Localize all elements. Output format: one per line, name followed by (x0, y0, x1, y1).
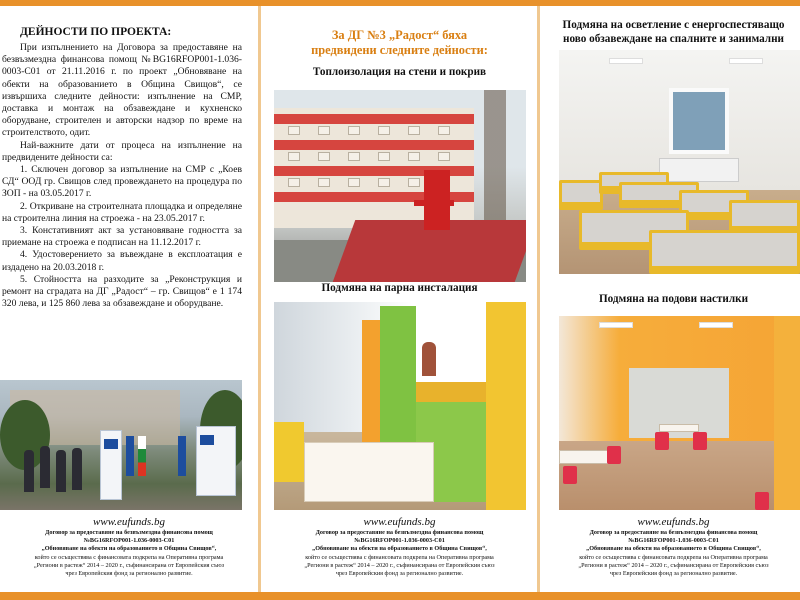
caption-heating: Подмяна на парна инсталация (321, 282, 478, 294)
balcony-stripe (274, 140, 474, 150)
footer-line: чрез Европейския фонд за регионално развитие. (335, 570, 464, 578)
eufunds-link[interactable]: www.eufunds.bg (93, 516, 165, 528)
footer-line: „Региони в растеж“ 2014 – 2020 г., съфинансирана от Европейския съюз (578, 561, 769, 569)
chair-red (693, 432, 707, 450)
paragraph-contract: При изпълнението на Договора за предоставяне на безвъзмездна финансова помощ №BG16RFOP001-1.036-0003-C01 от 21.11.2016 г. по проект „Обновяване на обекти на образованието в Община Свищов“, се извършиха следните дейности: изпълнение на СМР, доставка и монтаж на обзавеждане и кухненско оборудване, строителен и авторски надзор по време на строителството, одит. (2, 42, 242, 139)
footer-line: №BG16RFOP001-1.036-0003-C01 (354, 537, 445, 545)
footer-line: „Обновяване на обекти на образованието в Община Свищов“, (586, 545, 761, 553)
ceiling-light (699, 322, 733, 328)
photo-playroom-cabinets (274, 302, 526, 510)
footer-col2 (262, 516, 537, 578)
window (348, 126, 360, 135)
fold-divider-right (537, 6, 540, 592)
photo-play-equipment (414, 200, 454, 206)
footer-col3 (547, 516, 800, 578)
window (288, 152, 300, 161)
panel-kindergarten-activities (262, 6, 537, 592)
window (438, 152, 450, 161)
photo-bg-flag (138, 436, 146, 476)
chair-red (607, 446, 621, 464)
window (318, 126, 330, 135)
footer-line: чрез Европейския фонд за регионално развитие. (65, 570, 193, 578)
footer-line: който се осъществява с финансовата подкрепа на Оперативна програма (34, 553, 224, 561)
window (408, 178, 420, 187)
cabinet-orange (362, 320, 380, 460)
activities-text (2, 42, 242, 310)
photo-bedroom-beds (559, 50, 800, 274)
panel-lighting-floors (541, 6, 800, 592)
caption-insulation: Топлоизолация на стени и покрив (312, 66, 487, 78)
bed-yellow (559, 180, 603, 210)
window (408, 152, 420, 161)
bed-yellow (729, 200, 800, 234)
photo-person (24, 450, 34, 492)
bottom-accent-bar (0, 592, 800, 600)
photo-program-banner (196, 426, 236, 496)
heading-line: предвидени следните дейности: (311, 43, 488, 57)
chair-yellow (274, 422, 304, 482)
fold-divider-left (258, 6, 261, 592)
shelf-unit (416, 382, 486, 402)
photo-eu-flag (126, 436, 134, 476)
toy-nutcracker (422, 342, 436, 376)
paragraph-step-5: 5. Стойността на разходите за „Реконструкция и ремонт на сградата на ДГ „Радост“ – гр. Свищов“ е 1 174 320 лева, и 125 860 лева за обзавеждане и оборудване. (2, 273, 242, 310)
eufunds-link[interactable]: www.eufunds.bg (637, 516, 710, 528)
ceiling-light (729, 58, 763, 64)
chair-red (755, 492, 769, 510)
window (288, 178, 300, 187)
photo-person (72, 448, 82, 490)
activities-title: ДЕЙНОСТИ ПО ПРОЕКТА: (20, 26, 172, 38)
photo-person (40, 446, 50, 488)
ceiling-light (609, 58, 643, 64)
paragraph-dates-intro: Най-важните дати от процеса на изпълнение на предвидените дейности са: (2, 139, 242, 163)
window (318, 152, 330, 161)
footer-line: „Региони в растеж“ 2014 – 2020 г., съфинансирана от Европейския съюз (304, 561, 495, 569)
bed-yellow (649, 230, 800, 274)
photo-playroom-floor (559, 316, 800, 510)
footer-line: „Региони в растеж“ 2014 – 2020 г., съфинансирана от Европейския съюз (33, 561, 225, 569)
window (438, 126, 450, 135)
footer-line: Договор за предоставяне на безвъзмездна финансова помощ (315, 529, 484, 536)
footer-line: Договор за предоставяне на безвъзмездна финансова помощ (589, 529, 758, 536)
paragraph-step-2: 2. Откриване на строителната площадка и определяне на строителна линия на строежа - на 23.05.2017 г. (2, 200, 242, 224)
caption-floors: Подмяна на подови настилки (598, 293, 749, 305)
paragraph-step-4: 4. Удостоверението за въвеждане в експлоатация е издадено на 20.03.2018 г. (2, 249, 242, 273)
photo-window (669, 88, 729, 154)
lighting-heading (547, 18, 800, 46)
footer-col1 (0, 516, 258, 578)
footer-line: Договор за предоставяне на безвъзмездна финансова помощ (45, 529, 213, 536)
photo-eu-banner (100, 430, 122, 500)
window (318, 178, 330, 187)
photo-eu-flag (178, 436, 186, 476)
window (348, 152, 360, 161)
photo-insulated-building (274, 90, 526, 282)
cabinet-green (380, 306, 416, 456)
ceiling-light (599, 322, 633, 328)
window (378, 178, 390, 187)
panel-project-activities (0, 6, 258, 592)
photo-pillar (774, 316, 800, 510)
chair-red (655, 432, 669, 450)
footer-line: който се осъществява с финансовата подкрепа на Оперативна програма (579, 553, 768, 561)
footer-line: „Обновяване на обекти на образованието в Община Свищов“, (312, 545, 487, 553)
kindergarten-heading (262, 28, 537, 58)
heading-line: Подмяна на осветление с енергоспестяващо (562, 19, 785, 31)
window (408, 126, 420, 135)
window (288, 126, 300, 135)
photo-person (56, 450, 66, 492)
window (348, 178, 360, 187)
window (378, 152, 390, 161)
balcony-stripe (274, 114, 474, 124)
photo-radiator (659, 158, 739, 182)
chair-red (563, 466, 577, 484)
photo-table (659, 424, 699, 432)
photo-opening-ceremony (0, 380, 242, 510)
footer-line: №BG16RFOP001-1.036-0003-C01 (628, 537, 719, 545)
footer-line: чрез Европейския фонд за регионално развитие. (609, 570, 738, 578)
footer-line: „Обновяване на обекти на образованието в Община Свищов“, (41, 545, 217, 553)
footer-line: който се осъществява с финансовата подкрепа на Оперативна програма (305, 553, 494, 561)
cabinet-yellow (486, 302, 526, 510)
window (378, 126, 390, 135)
footer-line: №BG16RFOP001-1.036-0003-C01 (83, 537, 175, 545)
photo-white-table (304, 442, 434, 502)
paragraph-step-3: 3. Констативният акт за установяване годността за приемане на строежа е подписан на 11.12.2017 г. (2, 225, 242, 249)
photo-bare-tree (484, 90, 524, 220)
heading-line: ново обзавеждане на спалните и занимални (563, 33, 784, 45)
paragraph-step-1: 1. Сключен договор за изпълнение на СМР с „Коев СД“ ООД гр. Свищов след провеждането на процедура по ЗОП - на 03.05.2017 г. (2, 164, 242, 200)
eufunds-link[interactable]: www.eufunds.bg (363, 516, 436, 528)
heading-line: За ДГ №3 „Радост“ бяха (331, 28, 468, 42)
